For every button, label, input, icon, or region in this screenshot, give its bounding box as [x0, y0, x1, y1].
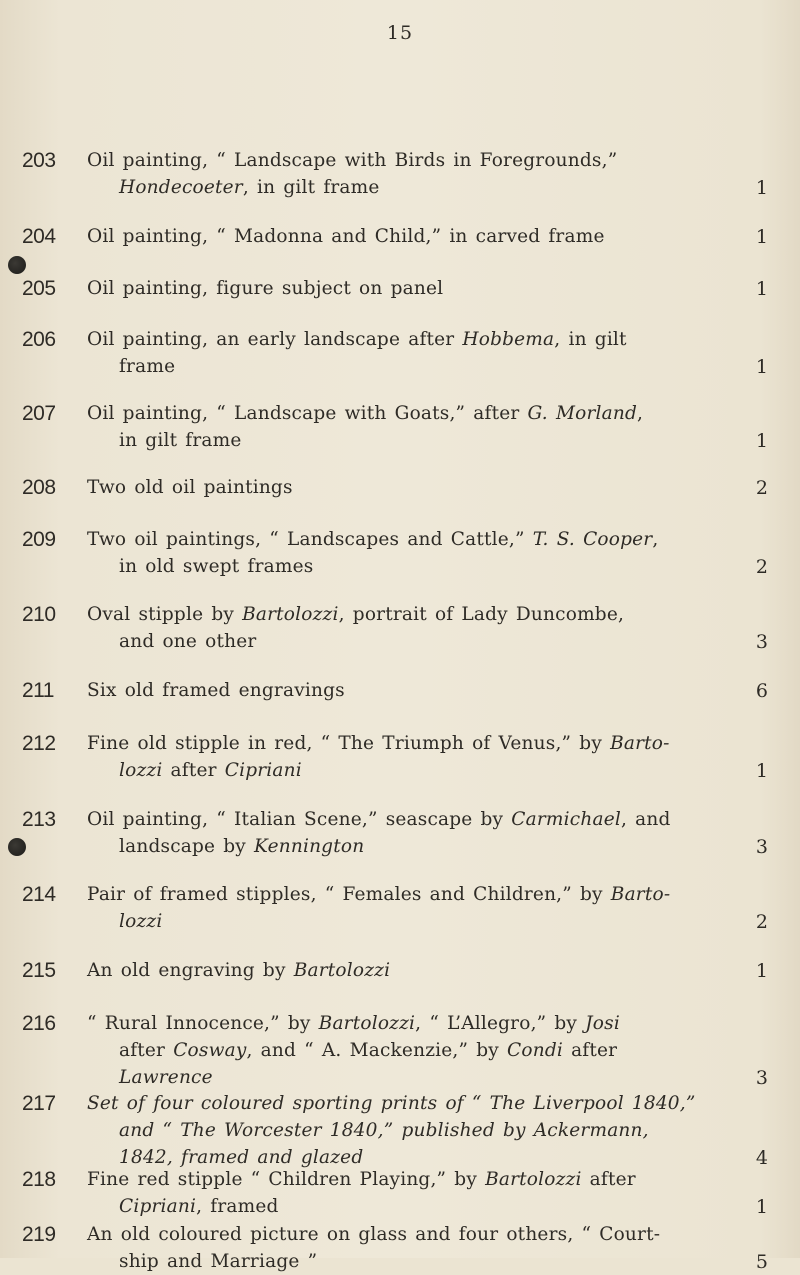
- lot-description-line: Oil painting, figure subject on panel: [87, 278, 444, 299]
- lot-description-line: in gilt frame: [119, 430, 242, 451]
- lot-quantity: 2: [755, 556, 768, 578]
- lot-description-line: lozzi after Cipriani: [119, 760, 302, 781]
- lot-number: 219: [22, 1223, 56, 1246]
- lot-description-line: An old engraving by Bartolozzi: [87, 960, 391, 981]
- lot-number: 214: [22, 883, 56, 906]
- lot-quantity: 1: [755, 226, 768, 248]
- lot-description-line: frame: [119, 356, 176, 377]
- lot-quantity: 3: [755, 1067, 768, 1089]
- lot-description-line: Oil painting, “ Madonna and Child,” in carved frame: [87, 226, 605, 247]
- lot-description-line: Oil painting, an early landscape after Hobbema, in gilt: [87, 329, 627, 350]
- lot-number: 217: [22, 1092, 56, 1115]
- lot-description-line: Pair of framed stipples, “ Females and Children,” by Barto-: [87, 884, 671, 905]
- lot-description-line: Fine red stipple “ Children Playing,” by Bartolozzi after: [87, 1169, 636, 1190]
- lot-number: 212: [22, 732, 56, 755]
- lot-description-line: Hondecoeter, in gilt frame: [119, 177, 380, 198]
- lot-description-line: Oil painting, “ Italian Scene,” seascape by Carmichael, and: [87, 809, 671, 830]
- lot-quantity: 1: [755, 960, 768, 982]
- lot-description-line: 1842, framed and glazed: [119, 1147, 364, 1168]
- lot-quantity: 1: [755, 1196, 768, 1218]
- lot-quantity: 2: [755, 911, 768, 933]
- lot-number: 218: [22, 1168, 56, 1191]
- lot-quantity: 2: [755, 477, 768, 499]
- lot-number: 206: [22, 328, 56, 351]
- lot-number: 209: [22, 528, 56, 551]
- lot-quantity: 1: [755, 278, 768, 300]
- binding-hole: [8, 838, 26, 856]
- lot-description-line: Oil painting, “ Landscape with Goats,” after G. Morland,: [87, 403, 644, 424]
- lot-quantity: 1: [755, 760, 768, 782]
- lot-description-line: and “ The Worcester 1840,” published by Ackermann,: [119, 1120, 649, 1141]
- binding-hole: [8, 256, 26, 274]
- lot-quantity: 5: [755, 1251, 768, 1273]
- lot-number: 204: [22, 225, 56, 248]
- lot-description-line: Two old oil paintings: [87, 477, 293, 498]
- lot-quantity: 4: [755, 1147, 768, 1169]
- lot-description-line: Oval stipple by Bartolozzi, portrait of Lady Duncombe,: [87, 604, 625, 625]
- lot-number: 203: [22, 149, 56, 172]
- lot-description-line: landscape by Kennington: [119, 836, 365, 857]
- lot-description-line: Two oil paintings, “ Landscapes and Cattle,” T. S. Cooper,: [87, 529, 659, 550]
- lot-description-line: after Cosway, and “ A. Mackenzie,” by Condi after: [119, 1040, 618, 1061]
- lot-number: 215: [22, 959, 56, 982]
- lot-description-line: Cipriani, framed: [119, 1196, 279, 1217]
- lot-quantity: 3: [755, 631, 768, 653]
- lot-description-line: ship and Marriage ”: [119, 1251, 318, 1272]
- lot-number: 213: [22, 808, 56, 831]
- lot-description-line: Six old framed engravings: [87, 680, 345, 701]
- lot-description-line: Set of four coloured sporting prints of “ The Liverpool 1840,”: [87, 1093, 696, 1114]
- lot-description-line: Oil painting, “ Landscape with Birds in Foregrounds,”: [87, 150, 618, 171]
- lot-description-line: An old coloured picture on glass and four others, “ Court-: [87, 1224, 661, 1245]
- lot-description-line: and one other: [119, 631, 257, 652]
- lot-number: 208: [22, 476, 56, 499]
- page-number: 15: [386, 22, 414, 44]
- lot-number: 210: [22, 603, 56, 626]
- lot-number: 207: [22, 402, 56, 425]
- lot-description-line: in old swept frames: [119, 556, 314, 577]
- lot-quantity: 1: [755, 356, 768, 378]
- lot-quantity: 3: [755, 836, 768, 858]
- lot-number: 205: [22, 277, 56, 300]
- lot-number: 216: [22, 1012, 56, 1035]
- lot-description-line: Lawrence: [119, 1067, 213, 1088]
- lot-quantity: 6: [755, 680, 768, 702]
- lot-description-line: Fine old stipple in red, “ The Triumph of Venus,” by Barto-: [87, 733, 670, 754]
- lot-description-line: lozzi: [119, 911, 163, 932]
- lot-number: 211: [22, 679, 54, 702]
- lot-quantity: 1: [755, 177, 768, 199]
- lot-quantity: 1: [755, 430, 768, 452]
- lot-description-line: “ Rural Innocence,” by Bartolozzi, “ L’Allegro,” by Josi: [87, 1013, 620, 1034]
